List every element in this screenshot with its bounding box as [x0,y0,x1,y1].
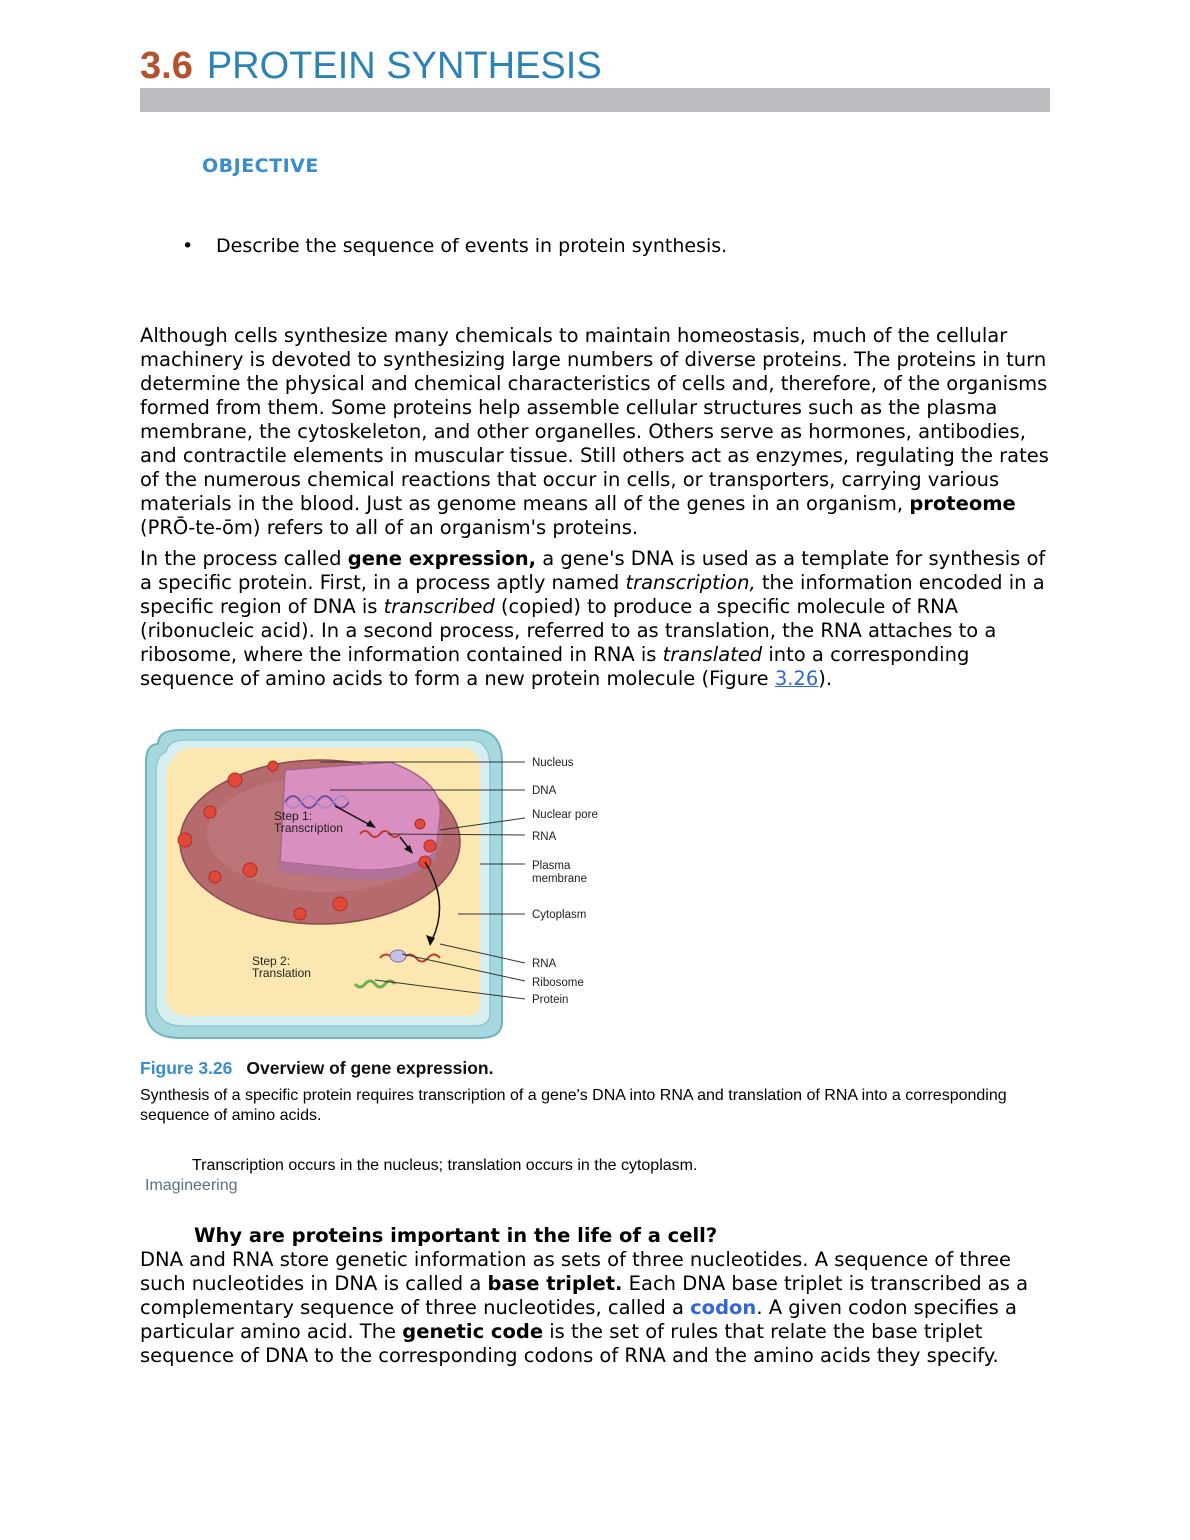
figure-credit: Imagineering [145,1177,238,1194]
label-rna-top: RNA [532,831,557,843]
term-translated: translated [662,643,763,666]
review-question: Why are proteins important in the life of a cell? [194,1224,718,1247]
step1-line1: Step 1: [274,809,313,823]
label-rna-bottom: RNA [532,958,557,970]
label-nuclear-pore: Nuclear pore [532,809,598,821]
step2-line1: Step 2: [252,954,291,968]
term-gene-expression: gene expression, [347,547,537,570]
text-run: (PRŌ-te-ōm) refers to all of an organism's proteins. [140,516,639,539]
step1-line2: Transcription [274,821,343,835]
section-title [140,44,602,88]
term-base-triplet: base triplet. [487,1272,623,1295]
text-run: a gene's DNA is used as a template for synthesis of a specific protein. First, in a process aptly named [140,547,1046,594]
label-cytoplasm: Cytoplasm [532,909,587,921]
bullet-icon: • [182,235,194,257]
objective-item [182,233,727,259]
figure-caption-body: Synthesis of a specific protein requires transcription of a gene's DNA into RNA and translation of RNA into a corresponding sequence of amino acids. [140,1087,1007,1124]
label-ribosome: Ribosome [532,977,584,989]
figure-caption-heading [140,1058,493,1079]
figure-number: Figure 3.26 [140,1058,233,1078]
text-run: the information encoded in a specific region of DNA is [140,571,1045,618]
figure-link[interactable]: 3.26 [774,667,819,690]
paragraph-gene-expression [140,547,1055,691]
term-transcription: transcription, [625,571,756,594]
label-nucleus: Nucleus [532,757,574,769]
text-run: (copied) to produce a specific molecule of RNA (ribonucleic acid). In a second process, referred to as translation, the RNA attaches to a ribosome, where the information contained in RNA is [140,595,997,666]
term-codon[interactable]: codon [690,1296,757,1319]
label-plasma-2: membrane [532,873,587,885]
title-divider-bar [140,88,1050,112]
figure-title: Overview of gene expression. [246,1058,494,1078]
text-run: is the set of rules that relate the base triplet sequence of DNA to the corresponding codons of RNA and the amino acids they specify. [140,1320,999,1367]
objective-heading: OBJECTIVE [202,155,319,177]
section-number: 3.6 [140,45,193,87]
term-proteome: proteome [909,492,1016,515]
ribosome-translation [390,950,406,962]
text-run: DNA and RNA store genetic information as sets of three nucleotides. A sequence of three such nucleotides in DNA is called a [140,1248,1011,1295]
text-run: In the process called [140,547,348,570]
text-run: ). [818,667,833,690]
term-transcribed: transcribed [383,595,495,618]
objective-item-text: Describe the sequence of events in protein synthesis. [216,235,728,257]
step2-line2: Translation [252,966,311,980]
section-name: PROTEIN SYNTHESIS [206,45,602,87]
label-protein: Protein [532,994,569,1006]
paragraph-genetic-code [140,1248,1055,1368]
term-genetic-code: genetic code [402,1320,544,1343]
text-run: Each DNA base triplet is transcribed as a complementary sequence of three nucleotides, called a [140,1272,1029,1319]
label-plasma-1: Plasma [532,860,571,872]
gene-expression-figure [140,722,640,1042]
figure-caption-note: Transcription occurs in the nucleus; translation occurs in the cytoplasm. [192,1157,698,1174]
text-run: . A given codon specifies a particular amino acid. The [140,1296,1017,1343]
label-dna: DNA [532,785,557,797]
text-run: Although cells synthesize many chemicals to maintain homeostasis, much of the cellular machinery is devoted to synthesizing large numbers of diverse proteins. The proteins in turn determine the physical and chemical characteristics of cells and, therefore, of the organisms formed from them. Some proteins help assemble cellular structures such as the plasma membrane, the cytoskeleton, and other organelles. Others serve as hormones, antibodies, and contractile elements in muscular tissue. Still others act as enzymes, regulating the rates of the numerous chemical reactions that occur in cells, or transporters, carrying various materials in the blood. Just as genome means all of the genes in an organism, [140,324,1049,515]
text-run: into a corresponding sequence of amino acids to form a new protein molecule (Figure [140,643,970,690]
paragraph-intro [140,324,1055,540]
